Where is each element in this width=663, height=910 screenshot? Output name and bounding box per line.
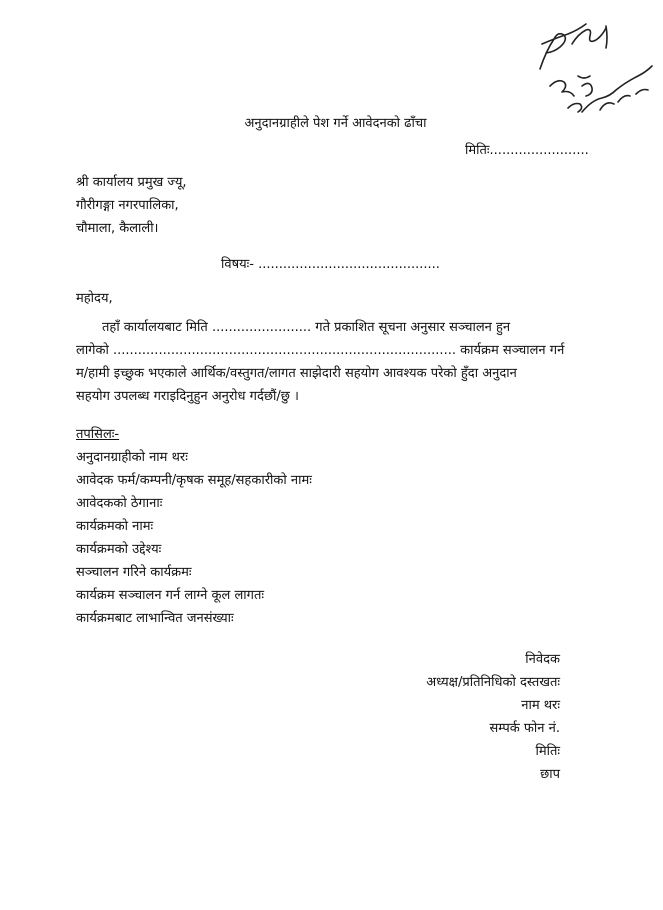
seal-label: छाप <box>540 767 560 782</box>
details-item: कार्यक्रमको उद्देश्यः <box>76 542 162 557</box>
date-label: मितिः <box>535 744 560 759</box>
details-item: अनुदानग्राहीको नाम थरः <box>76 450 188 465</box>
form-title: अनुदानग्राहीले पेश गर्ने आवेदनको ढाँचा <box>244 116 427 131</box>
signature-label: अध्यक्ष/प्रतिनिधिको दस्तखतः <box>426 675 560 690</box>
signature-block <box>392 648 560 786</box>
details-item: आवेदकको ठेगानाः <box>76 496 163 511</box>
address-line-1: श्री कार्यालय प्रमुख ज्यू, <box>76 175 187 190</box>
details-section <box>76 423 312 630</box>
details-item: आवेदक फर्म/कम्पनी/कृषक समूह/सहकारीको नामः <box>76 473 312 488</box>
paragraph-line-2: लागेको ................................................................................... कार्यक्रम सञ्चालन गर्न <box>76 343 565 358</box>
details-item: कार्यक्रमको नामः <box>76 519 154 534</box>
phone-label: सम्पर्क फोन नं. <box>489 721 560 736</box>
details-item: कार्यक्रमबाट लाभान्वित जनसंख्याः <box>76 611 234 626</box>
applicant-label: निवेदक <box>525 652 560 667</box>
details-heading: तपसिलः- <box>76 427 120 442</box>
address-line-2: गौरीगङ्गा नगरपालिका, <box>76 198 179 213</box>
address-line-3: चौमाला, कैलाली। <box>76 221 159 236</box>
name-label: नाम थरः <box>521 698 560 713</box>
paragraph-line-1: तहाँ कार्यालयबाट मिति ........................ गते प्रकाशित सूचना अनुसार सञ्चालन हुन <box>102 320 511 335</box>
details-item: सञ्चालन गरिने कार्यक्रमः <box>76 565 192 580</box>
body-paragraph <box>76 316 596 408</box>
details-item: कार्यक्रम सञ्चालन गर्न लाग्ने कूल लागतः <box>76 588 264 603</box>
date-field-top: मितिः........................ <box>465 143 589 158</box>
recipient-address <box>76 171 187 240</box>
handwritten-certification-stamp <box>520 14 663 124</box>
paragraph-line-3: म/हामी इच्छुक भएकाले आर्थिक/वस्तुगत/लागत साझेदारी सहयोग आवश्यक परेको हुँदा अनुदान <box>76 366 517 381</box>
paragraph-line-4: सहयोग उपलब्ध गराइदिनुहुन अनुरोध गर्दछौं/छु । <box>76 389 299 404</box>
subject-line: विषयः- ............................................ <box>221 257 440 272</box>
salutation: महोदय, <box>76 291 113 306</box>
